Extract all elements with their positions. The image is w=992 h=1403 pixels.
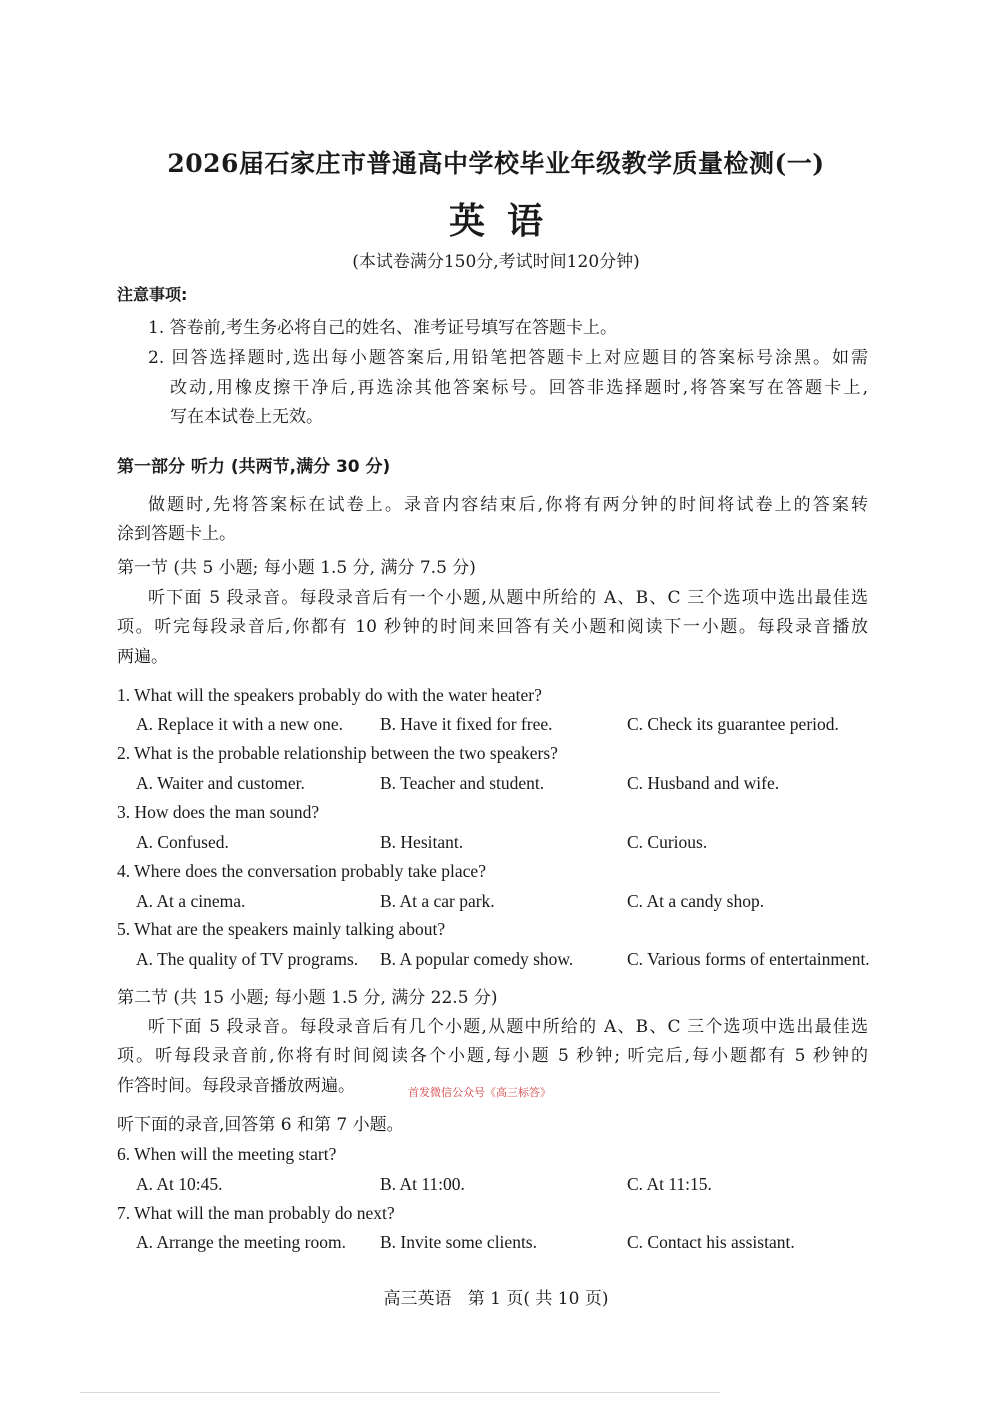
watermark-text: 首发微信公众号《高三标答》 (408, 1086, 551, 1099)
question-6-option-c: C. At 11:15. (627, 1174, 712, 1194)
question-6: 6. When will the meeting start? (117, 1144, 337, 1164)
subject-title: 英语 (448, 200, 565, 242)
question-2-option-b: B. Teacher and student. (380, 773, 545, 793)
question-4: 4. Where does the conversation probably take place? (117, 861, 486, 881)
page-footer: 高三英语 第 1 页( 共 10 页) (383, 1289, 609, 1309)
section2-heading: 第二节 (共 15 小题; 每小题 1.5 分, 满分 22.5 分) (117, 988, 498, 1008)
question-2-option-a: A. Waiter and customer. (136, 773, 305, 793)
part1-intro-line-2: 涂到答题卡上。 (117, 524, 236, 544)
notice-item-2-line-1: 2. 回答选择题时,选出每小题答案后,用铅笔把答题卡上对应题目的答案标号涂黑。如需 (148, 348, 868, 368)
question-5-option-b: B. A popular comedy show. (380, 949, 574, 969)
question-1: 1. What will the speakers probably do with the water heater? (117, 685, 542, 705)
notice-item-2-line-2: 改动,用橡皮擦干净后,再选涂其他答案标号。回答非选择题时,将答案写在答题卡上, (170, 378, 868, 398)
question-7-option-a: A. Arrange the meeting room. (136, 1232, 346, 1252)
question-1-option-c: C. Check its guarantee period. (627, 714, 839, 734)
notice-item-1: 1. 答卷前,考生务必将自己的姓名、准考证号填写在答题卡上。 (148, 318, 618, 338)
section1-heading: 第一节 (共 5 小题; 每小题 1.5 分, 满分 7.5 分) (117, 558, 476, 578)
question-7-option-b: B. Invite some clients. (380, 1232, 537, 1252)
part1-intro-line-1: 做题时,先将答案标在试卷上。录音内容结束后,你将有两分钟的时间将试卷上的答案转 (148, 495, 868, 515)
question-4-option-a: A. At a cinema. (136, 891, 246, 911)
question-6-option-a: A. At 10:45. (136, 1174, 223, 1194)
section2-instr-line-3: 作答时间。每段录音播放两遍。 (117, 1076, 355, 1096)
question-3: 3. How does the man sound? (117, 802, 320, 822)
section1-instr-line-1: 听下面 5 段录音。每段录音后有一个小题,从题中所给的 A、B、C 三个选项中选出最佳选 (148, 588, 868, 608)
question-4-option-b: B. At a car park. (380, 891, 495, 911)
part1-heading: 第一部分 听力 (共两节,满分 30 分) (117, 457, 391, 477)
question-3-option-c: C. Curious. (627, 832, 708, 852)
question-7: 7. What will the man probably do next? (117, 1203, 395, 1223)
question-3-option-a: A. Confused. (136, 832, 229, 852)
notice-heading: 注意事项: (117, 285, 188, 304)
section2-instr-line-2: 项。听每段录音前,你将有时间阅读各个小题,每小题 5 秒钟; 听完后,每小题都有 5 秒钟的 (117, 1046, 868, 1066)
question-2: 2. What is the probable relationship between the two speakers? (117, 743, 558, 763)
score-info: (本试卷满分150分,考试时间120分钟) (352, 252, 640, 272)
scan-edge-divider (80, 1392, 720, 1393)
question-5: 5. What are the speakers mainly talking about? (117, 919, 446, 939)
question-5-option-c: C. Various forms of entertainment. (627, 949, 870, 969)
question-5-option-a: A. The quality of TV programs. (136, 949, 359, 969)
question-3-option-b: B. Hesitant. (380, 832, 464, 852)
question-2-option-c: C. Husband and wife. (627, 773, 780, 793)
passage-intro: 听下面的录音,回答第 6 和第 7 小题。 (117, 1115, 404, 1135)
notice-item-2-line-3: 写在本试卷上无效。 (170, 407, 323, 427)
question-1-option-b: B. Have it fixed for free. (380, 714, 553, 734)
question-4-option-c: C. At a candy shop. (627, 891, 765, 911)
section1-instr-line-2: 项。听完每段录音后,你都有 10 秒钟的时间来回答有关小题和阅读下一小题。每段录音播放 (117, 617, 868, 637)
section2-instr-line-1: 听下面 5 段录音。每段录音后有几个小题,从题中所给的 A、B、C 三个选项中选出最佳选 (148, 1017, 868, 1037)
exam-title: 2026届石家庄市普通高中学校毕业年级教学质量检测(一) (167, 149, 825, 178)
section1-instr-line-3: 两遍。 (117, 647, 168, 667)
question-1-option-a: A. Replace it with a new one. (136, 714, 344, 734)
question-6-option-b: B. At 11:00. (380, 1174, 465, 1194)
question-7-option-c: C. Contact his assistant. (627, 1232, 795, 1252)
